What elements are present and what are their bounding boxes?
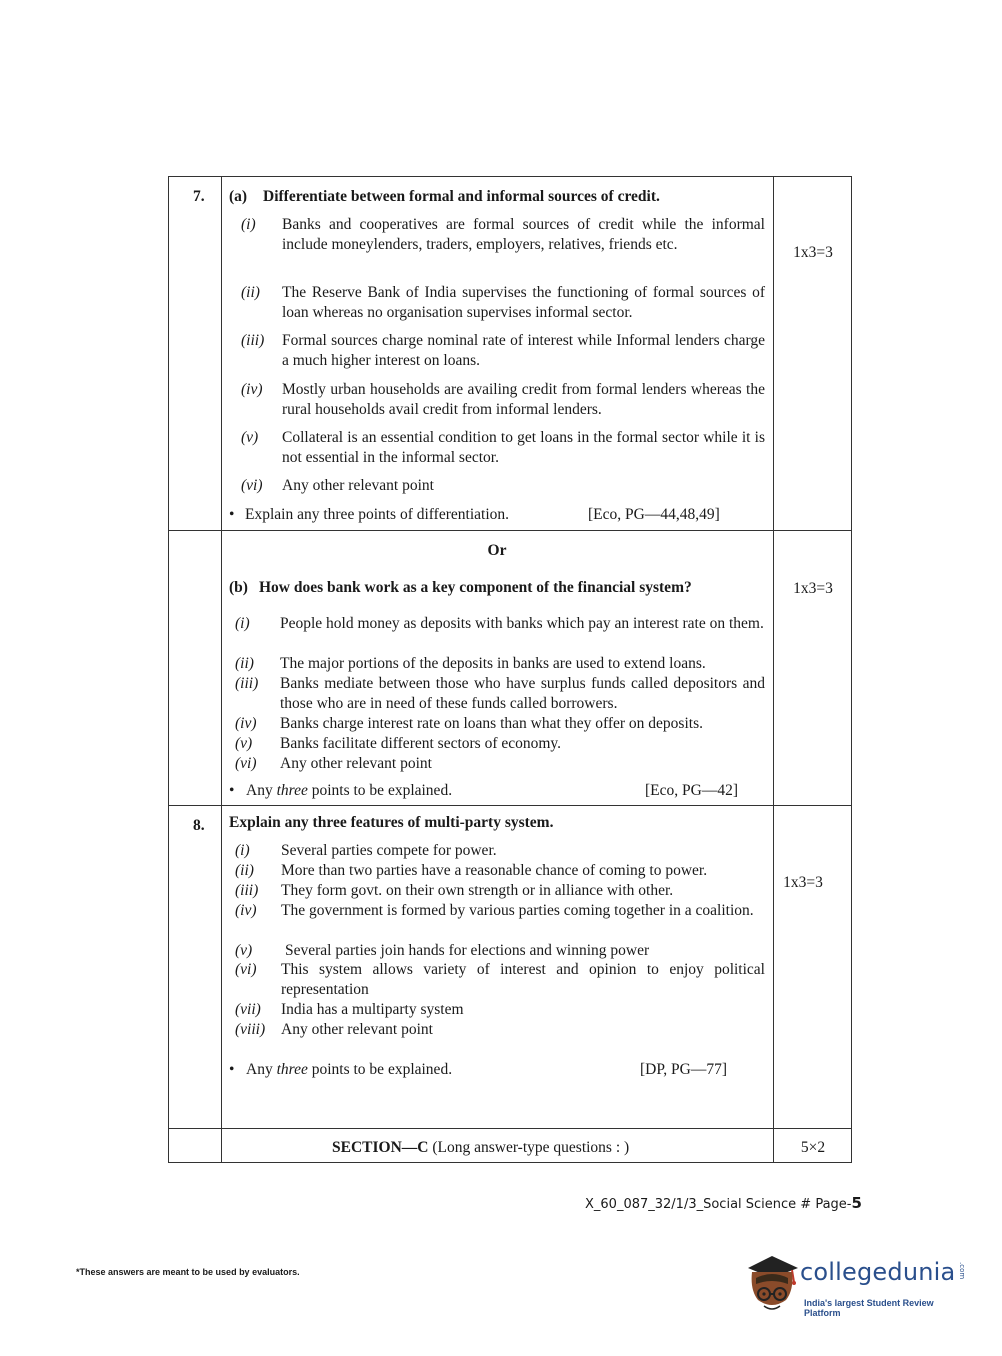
bullet-icon: • xyxy=(229,506,235,523)
collegedunia-logo xyxy=(742,1250,972,1320)
item-number: (vii) xyxy=(235,1001,261,1018)
answer-item: Banks charge interest rate on loans than what they offer on deposits. xyxy=(280,715,703,732)
item-number: (iii) xyxy=(241,332,265,349)
instruction-text: Any three points to be explained. xyxy=(246,782,453,799)
item-number: (iv) xyxy=(241,381,263,398)
instruction-text: Any three points to be explained. xyxy=(246,1061,453,1078)
bullet-icon: • xyxy=(229,1061,235,1078)
answer-item: Mostly urban households are availing credit from formal lenders whereas the rural households avail credit from informal lenders. xyxy=(282,381,765,418)
marks-value: 1x3=3 xyxy=(793,244,833,261)
answer-item: They form govt. on their own strength or in alliance with other. xyxy=(281,882,674,899)
item-number: (ii) xyxy=(235,655,254,672)
item-number: (vi) xyxy=(235,755,257,772)
item-number: (i) xyxy=(235,842,250,859)
question-text: Explain any three features of multi-party system. xyxy=(229,814,554,831)
column-divider xyxy=(221,177,222,1162)
evaluator-note: *These answers are meant to be used by evaluators. xyxy=(76,1267,300,1277)
or-divider: Or xyxy=(487,542,507,559)
instruction-text: Explain any three points of differentiation. xyxy=(245,506,509,523)
bullet-icon: • xyxy=(229,782,235,799)
item-number: (vi) xyxy=(235,961,257,978)
logo-com: .com xyxy=(958,1262,966,1280)
logo-tagline: India's largest Student Review Platform xyxy=(804,1298,934,1318)
item-number: (iii) xyxy=(235,675,259,692)
answer-item: Several parties join hands for elections and winning power xyxy=(285,942,650,959)
answer-item: Any other relevant point xyxy=(281,1021,433,1038)
reference-text: [Eco, PG—44,48,49] xyxy=(588,506,720,523)
item-number: (vi) xyxy=(241,477,263,494)
question-text: How does bank work as a key component of the financial system? xyxy=(259,579,692,596)
item-number: (i) xyxy=(241,216,256,233)
answer-item: This system allows variety of interest and opinion to enjoy political representation xyxy=(281,961,765,998)
question-number: 8. xyxy=(193,817,205,834)
answer-item: Several parties compete for power. xyxy=(281,842,497,859)
answer-item: India has a multiparty system xyxy=(281,1001,464,1018)
item-number: (ii) xyxy=(241,284,260,301)
answer-item: Banks facilitate different sectors of economy. xyxy=(280,735,562,752)
mascot-icon xyxy=(742,1250,802,1320)
answer-item: Any other relevant point xyxy=(282,477,434,494)
part-label: (b) xyxy=(229,579,248,596)
answer-item: Banks mediate between those who have surplus funds called depositors and those who are in need of these funds called borrowers. xyxy=(280,675,765,712)
section-heading: SECTION—C (Long answer-type questions : ) xyxy=(332,1139,630,1156)
reference-text: [DP, PG—77] xyxy=(640,1061,727,1078)
row-divider xyxy=(169,805,851,806)
item-number: (i) xyxy=(235,615,250,632)
answer-item: The government is formed by various parties coming together in a coalition. xyxy=(281,902,754,919)
item-number: (v) xyxy=(235,735,253,752)
item-number: (iv) xyxy=(235,715,257,732)
column-divider xyxy=(773,177,774,1162)
item-number: (v) xyxy=(241,429,259,446)
marks-value: 1x3=3 xyxy=(793,580,833,597)
part-label: (a) xyxy=(229,188,248,205)
question-number: 7. xyxy=(193,188,205,205)
answer-item: Banks and cooperatives are formal sources of credit while the informal include moneylenders, traders, employers, relatives, friends etc. xyxy=(282,216,765,253)
logo-wordmark: collegedunia xyxy=(800,1258,956,1286)
item-number: (iii) xyxy=(235,882,259,899)
item-number: (viii) xyxy=(235,1021,266,1038)
answer-item: Collateral is an essential condition to get loans in the formal sector while it is not essential in the informal sector. xyxy=(282,429,765,466)
answer-item: People hold money as deposits with banks which pay an interest rate on them. xyxy=(280,615,764,632)
answer-item: The Reserve Bank of India supervises the functioning of formal sources of loan whereas no organisation supervises informal sector. xyxy=(282,284,765,321)
item-number: (v) xyxy=(235,942,253,959)
marks-value: 5×2 xyxy=(800,1139,826,1156)
item-number: (iv) xyxy=(235,902,257,919)
marks-value: 1x3=3 xyxy=(783,874,823,891)
answer-item: Formal sources charge nominal rate of interest while Informal lenders charge a much higher interest on loans. xyxy=(282,332,765,369)
answer-item: The major portions of the deposits in banks are used to extend loans. xyxy=(280,655,706,672)
page-footer: X_60_087_32/1/3_Social Science # Page-5 xyxy=(585,1194,862,1212)
answer-item: Any other relevant point xyxy=(280,755,432,772)
answer-table xyxy=(168,176,852,1163)
row-divider xyxy=(169,1128,851,1129)
answer-item: More than two parties have a reasonable chance of coming to power. xyxy=(281,862,708,879)
row-divider xyxy=(169,530,851,531)
item-number: (ii) xyxy=(235,862,254,879)
reference-text: [Eco, PG—42] xyxy=(645,782,738,799)
question-text: Differentiate between formal and informal sources of credit. xyxy=(263,188,660,205)
